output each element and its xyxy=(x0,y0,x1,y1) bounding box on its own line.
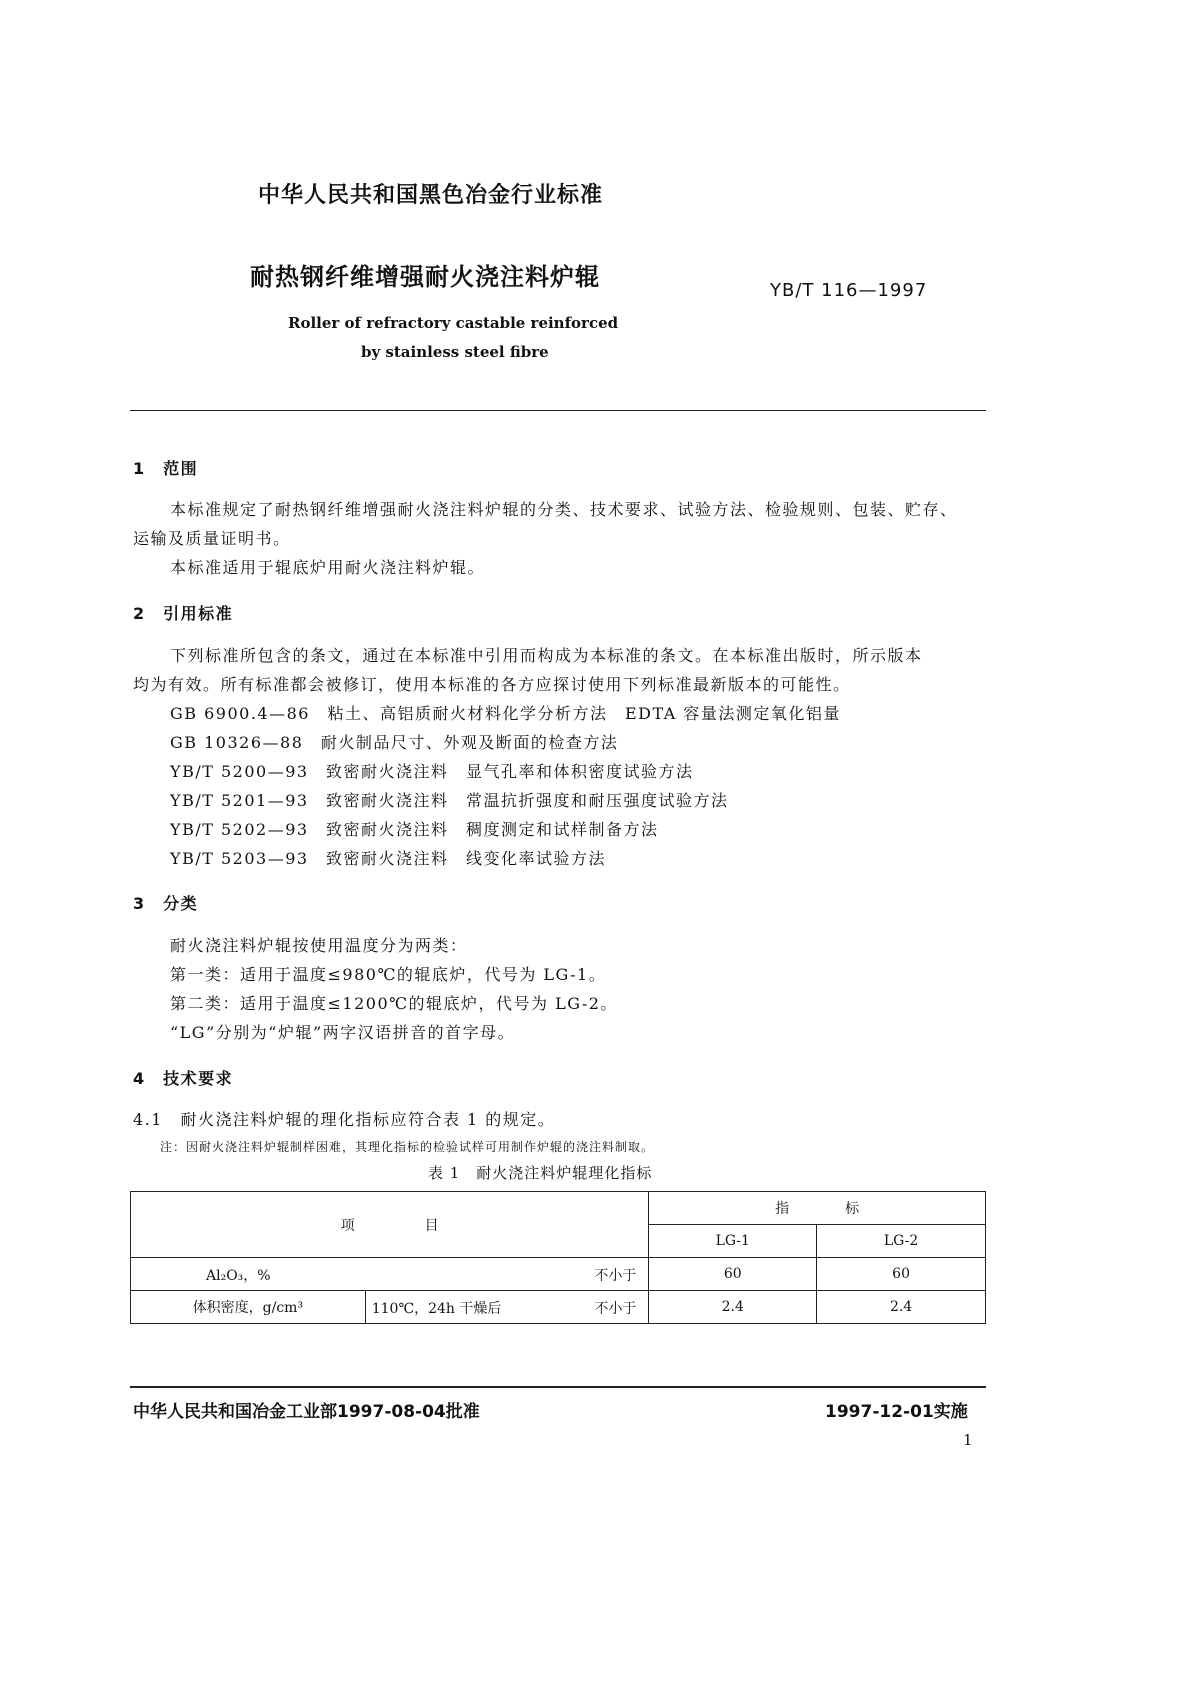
title-en-1: Roller of refractory castable reinforced xyxy=(288,314,619,332)
row-limit: 不小于 xyxy=(594,1268,637,1284)
paragraph: 第二类：适用于温度≤1200℃的辊底炉，代号为 LG-2。 xyxy=(170,994,618,1013)
paragraph: 耐火浇注料炉辊按使用温度分为两类： xyxy=(170,936,468,955)
paragraph: 本标准规定了耐热钢纤维增强耐火浇注料炉辊的分类、技术要求、试验方法、检验规则、包装、贮存、 xyxy=(170,500,958,519)
paragraph: 本标准适用于辊底炉用耐火浇注料炉辊。 xyxy=(170,558,486,577)
standard-code: YB/T 116—1997 xyxy=(770,280,928,301)
title-en-2: by stainless steel fibre xyxy=(361,343,549,361)
row-limit: 不小于 xyxy=(594,1301,637,1317)
paragraph: 均为有效。所有标准都会被修订，使用本标准的各方应探讨使用下列标准最新版本的可能性。 xyxy=(133,675,851,694)
paragraph: 第一类：适用于温度≤980℃的辊底炉，代号为 LG-1。 xyxy=(170,965,607,984)
row-condition: 110℃，24h 干燥后 xyxy=(371,1301,502,1317)
row-name: 体积密度，g/cm³ xyxy=(131,1291,366,1324)
effective-date: 1997-12-01实施 xyxy=(825,1402,968,1422)
properties-table xyxy=(130,1191,986,1324)
reference-item: YB/T 5200—93 致密耐火浇注料 显气孔率和体积密度试验方法 xyxy=(170,762,694,781)
footer-rule xyxy=(130,1386,986,1388)
row-name: Al₂O₃，% xyxy=(206,1268,271,1284)
section-2-heading: 2 引用标准 xyxy=(133,604,234,623)
note: 注：因耐火浇注料炉辊制样困难，其理化指标的检验试样可用制作炉辊的浇注料制取。 xyxy=(160,1140,655,1154)
title-cn: 耐热钢纤维增强耐火浇注料炉辊 xyxy=(250,263,600,291)
table-row xyxy=(131,1291,986,1324)
header-lg2: LG-2 xyxy=(817,1225,986,1258)
header-rule xyxy=(130,410,986,411)
value-lg2: 60 xyxy=(817,1258,986,1291)
reference-item: GB 10326—88 耐火制品尺寸、外观及断面的检查方法 xyxy=(170,733,619,752)
section-4-heading: 4 技术要求 xyxy=(133,1069,234,1088)
clause-4-1: 4.1 耐火浇注料炉辊的理化指标应符合表 1 的规定。 xyxy=(133,1110,556,1129)
paragraph: “LG”分别为“炉辊”两字汉语拼音的首字母。 xyxy=(170,1023,516,1042)
approval-date: 中华人民共和国冶金工业部1997-08-04批准 xyxy=(133,1402,480,1422)
section-3-heading: 3 分类 xyxy=(133,894,199,913)
value-lg2: 2.4 xyxy=(817,1291,986,1324)
table-row xyxy=(131,1258,986,1291)
reference-item: YB/T 5202—93 致密耐火浇注料 稠度测定和试样制备方法 xyxy=(170,820,659,839)
header-lg1: LG-1 xyxy=(649,1225,817,1258)
paragraph: 运输及质量证明书。 xyxy=(133,529,291,548)
reference-item: YB/T 5203—93 致密耐火浇注料 线变化率试验方法 xyxy=(170,849,607,868)
issuing-authority: 中华人民共和国黑色冶金行业标准 xyxy=(258,183,604,208)
page-number: 1 xyxy=(963,1431,973,1449)
table-title: 表 1 耐火浇注料炉辊理化指标 xyxy=(428,1164,653,1182)
header-index: 指 标 xyxy=(649,1192,986,1225)
section-1-heading: 1 范围 xyxy=(133,459,199,478)
value-lg1: 60 xyxy=(649,1258,817,1291)
header-item: 项 目 xyxy=(131,1192,649,1258)
reference-item: GB 6900.4—86 粘土、高铝质耐火材料化学分析方法 EDTA 容量法测定氧化铝量 xyxy=(170,704,841,723)
value-lg1: 2.4 xyxy=(649,1291,817,1324)
paragraph: 下列标准所包含的条文，通过在本标准中引用而构成为本标准的条文。在本标准出版时，所示版本 xyxy=(170,646,923,665)
reference-item: YB/T 5201—93 致密耐火浇注料 常温抗折强度和耐压强度试验方法 xyxy=(170,791,729,810)
